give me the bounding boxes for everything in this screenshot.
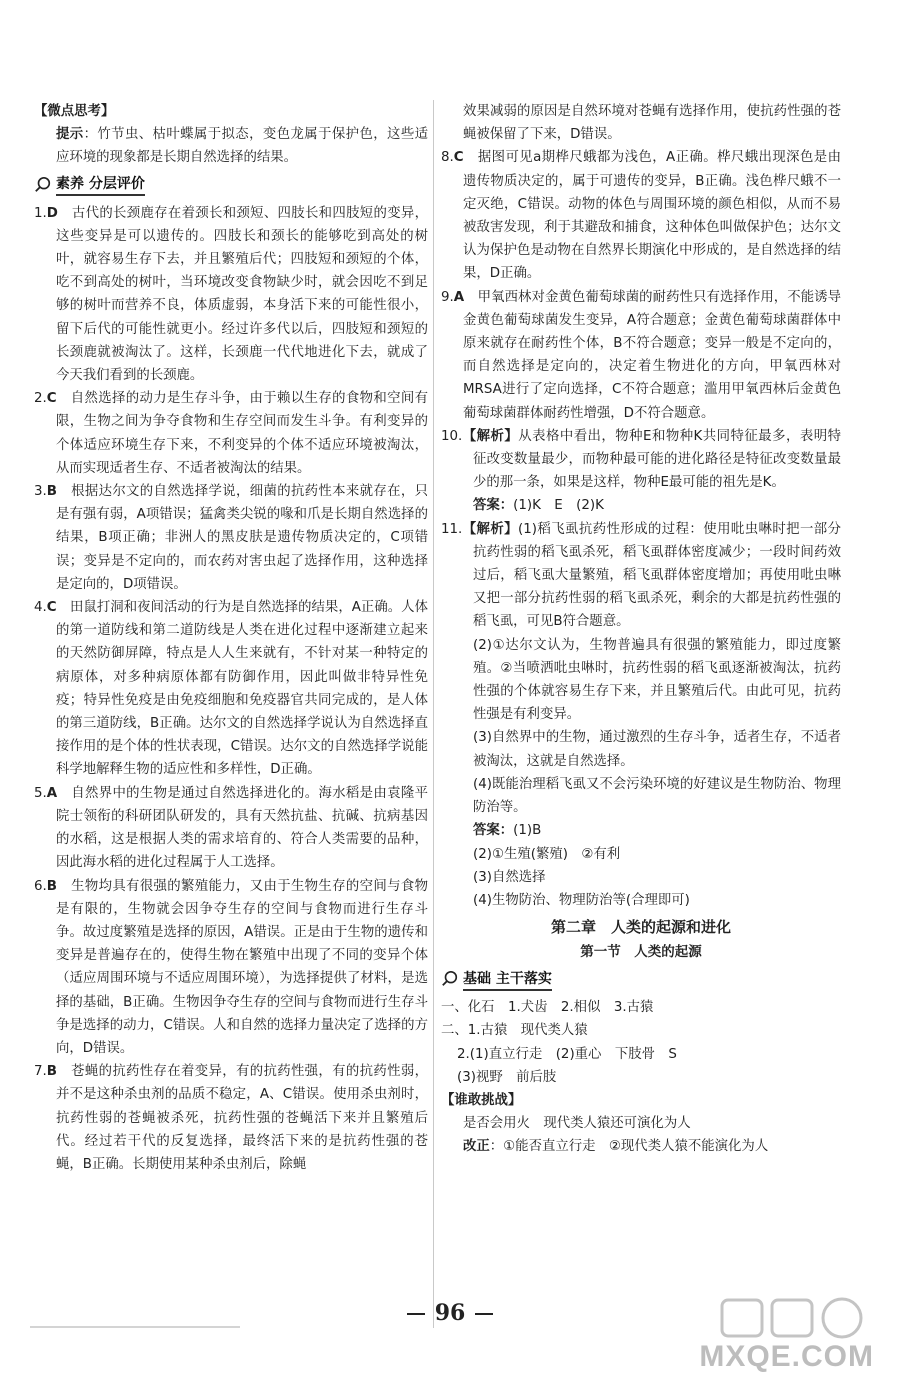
page-fold-line xyxy=(30,1326,240,1328)
answer-item-11-answer-2: (2)①生殖(繁殖) ②有利 xyxy=(473,846,621,862)
tip-label: 提示 xyxy=(56,127,84,143)
item-answer: B xyxy=(46,484,57,500)
section-title: 基础 主干落实 xyxy=(463,968,552,991)
answer-item-9 xyxy=(441,286,841,425)
item-number: 11. xyxy=(441,521,463,537)
item-explanation: 根据达尔文的自然选择学说，细菌的抗药性本来就存在，只是有强有弱，A项错误；猛禽类尖锐的喙和爪是长期自然选择的结果，B项正确；非洲人的黑皮肤是遗传物质决定的，C项错误；变异是不定向的，而农药对害虫起了选择作用，这种选择是定向的，D项错误。 xyxy=(56,484,428,592)
answer-text: (1)K E (2)K xyxy=(513,498,604,514)
analysis-label: 【解析】 xyxy=(462,428,519,444)
answer-item-7 xyxy=(34,1060,428,1176)
item-number: 8. xyxy=(441,150,454,166)
item-explanation: 古代的长颈鹿存在着颈长和颈短、四肢长和四肢短的变异，这些变异是可以遗传的。四肢长和颈长的能够吃到高处的树叶，就容易生存下去，并且繁殖后代；四肢短和颈短的个体，吃不到高处的树叶，当环境改变食物缺少时，就会因吃不到足够的树叶而营养不良，体质虚弱，本身活下来的可能性很小，留下后代的可能性就更小。经过许多代以后，四肢短和颈短的长颈鹿就被淘汰了。这样，长颈鹿一代代地进化下去，就成了今天我们看到的长颈鹿。 xyxy=(56,205,428,384)
answer-item-2 xyxy=(34,387,428,480)
basic-answer-line-2: 二、1.古猿 现代类人猿 xyxy=(441,1023,588,1039)
section-title: 素养 分层评价 xyxy=(56,173,145,196)
watermark-text: MXQE.COM xyxy=(699,1340,874,1373)
answer-item-11-answer xyxy=(441,819,841,842)
item-answer: B xyxy=(46,1064,57,1080)
chapter-title: 第二章 人类的起源和进化 xyxy=(550,918,731,937)
right-column xyxy=(441,100,841,1159)
item-number: 10. xyxy=(441,428,463,444)
item-answer: B xyxy=(46,878,57,894)
item-number: 2. xyxy=(34,391,47,407)
item-explanation: 生物均具有很强的繁殖能力，又由于生物生存的空间与食物是有限的，生物就会因争夺生存的空间与食物而进行生存斗争。故过度繁殖是选择的原因，A错误。正是由于生物的遗传和变异是普遍存在的，使得生物在繁殖中出现了不同的变异个体（适应周围环境与不适应周围环境），为选择提供了材料，是选择的基础，B正确。生物因争夺生存的空间与食物而进行生存斗争是选择的动力，C错误。人和自然的选择力量决定了选择的方向，D错误。 xyxy=(56,878,428,1056)
answer-label: 答案： xyxy=(473,498,514,514)
page-number-dash-right xyxy=(475,1313,493,1315)
item-explanation: 自然界中的生物是通过自然选择进化的。海水稻是由袁隆平院士领衔的科研团队研发的，具有天然抗盐、抗碱、抗病基因的水稻，这是根据人类的需求培育的、符合人类需要的品种，因此海水稻的进化过程属于人工选择。 xyxy=(56,785,428,871)
item-answer: C xyxy=(453,150,464,166)
column-divider xyxy=(433,100,434,1328)
answer-item-10-answer xyxy=(441,494,841,517)
answer-item-5 xyxy=(34,782,428,875)
magnifier-icon xyxy=(34,176,52,194)
item-explanation: 从表格中看出，物种E和物种K共同特征最多，表明特征改变数量最少，而物种最可能的进化路径是特征改变数量最少的那一条，如果是这样，物种E最可能的祖先是K。 xyxy=(473,428,841,491)
item-number: 1. xyxy=(34,205,47,221)
item-answer: A xyxy=(46,785,58,801)
item-number: 5. xyxy=(34,785,47,801)
answer-item-6 xyxy=(34,875,428,1061)
answer-item-3 xyxy=(34,480,428,596)
answer-item-11-answer-3: (3)自然选择 xyxy=(473,869,546,885)
challenge-text: 是否会用火 现代类人猿还可演化为人 xyxy=(463,1116,691,1132)
item-answer: C xyxy=(46,391,57,407)
magnifier-icon xyxy=(441,970,459,988)
basic-answer-line-4: (3)视野 前后肢 xyxy=(457,1069,557,1085)
item-explanation: 苍蝇的抗药性存在着变异，有的抗药性强，有的抗药性弱，并不是这种杀虫剂的品质不稳定，A、C错误。使用杀虫剂时，抗药性弱的苍蝇被杀死，抗药性强的苍蝇活下来并且繁殖后代。经过若干代的反复选择，最终活下来的是抗药性强的苍蝇，B正确。长期使用某种杀虫剂后，除蝇 xyxy=(56,1064,428,1172)
left-column xyxy=(34,100,428,1176)
item-number: 7. xyxy=(34,1064,47,1080)
item-explanation: 田鼠打洞和夜间活动的行为是自然选择的结果，A正确。人体的第一道防线和第二道防线是人类在进化过程中逐渐建立起来的天然防御屏障，特点是人人生来就有，不针对某一种特定的病原体，对多种病原体都有防御作用，因此叫做非特异性免疫；特异性免疫是由免疫细胞和免疫器官共同完成的，是人体的第三道防线，B正确。达尔文的自然选择学说认为自然选择直接作用的是个体的性状表现，C错误。达尔文的自然选择学说能科学地解释生物的适应性和多样性，D正确。 xyxy=(56,600,428,778)
answer-label: 答案： xyxy=(473,823,514,839)
correction-line xyxy=(441,1135,841,1158)
answer-item-1 xyxy=(34,202,428,388)
answer-item-4 xyxy=(34,596,428,782)
answer-item-7-continued: 效果减弱的原因是自然环境对苍蝇有选择作用，使抗药性强的苍蝇被保留了下来，D错误。 xyxy=(463,104,841,143)
item-number: 4. xyxy=(34,600,47,616)
answer-text: (1)B xyxy=(513,823,542,839)
correction-label: 改正 xyxy=(463,1139,490,1155)
watermark-logo xyxy=(720,1296,870,1340)
answer-item-11 xyxy=(441,518,841,634)
item-explanation: 自然选择的动力是生存斗争，由于赖以生存的食物和空间有限，生物之间为争夺食物和生存空间而发生斗争。有利变异的个体适应环境生存下来，不利变异的个体不适应环境被淘汰，从而实现适者生存、不适者被淘汰的结果。 xyxy=(56,391,428,476)
micro-thinking-tip xyxy=(34,123,428,169)
micro-thinking-heading: 【微点思考】 xyxy=(34,104,115,119)
item-explanation: 据图可见a期桦尺蛾都为浅色，A正确。桦尺蛾出现深色是由遗传物质决定的，属于可遗传的变异，B正确。浅色桦尺蛾不一定灭绝，C错误。动物的体色与周围环境的颜色相似，从而不易被敌害发现，利于其避敌和捕食，这种体色叫做保护色；达尔文认为保护色是动物在自然界长期演化中形成的，是自然选择的结果，D正确。 xyxy=(463,150,841,282)
basic-answer-line-1: 一、化石 1.犬齿 2.相似 3.古猿 xyxy=(441,1000,654,1016)
page-number-value: 96 xyxy=(434,1300,466,1326)
answer-item-11-part2: (2)①达尔文认为，生物普遍具有很强的繁殖能力，即过度繁殖。②当喷洒吡虫啉时，抗药性弱的稻飞虱逐渐被淘汰，抗药性强的个体就容易生存下来，并且繁殖后代。由此可见，抗药性强是有利变异。 xyxy=(473,637,841,723)
section-heading-basics xyxy=(441,966,841,992)
answer-item-8 xyxy=(441,146,841,285)
basic-answer-line-3: 2.(1)直立行走 (2)重心 下肢骨 S xyxy=(457,1046,677,1062)
challenge-heading: 【谁敢挑战】 xyxy=(441,1092,522,1108)
correction-text: ：①能否直立行走 ②现代类人猿不能演化为人 xyxy=(489,1139,769,1155)
item-number: 6. xyxy=(34,878,47,894)
item-answer: D xyxy=(46,205,58,221)
answer-item-11-answer-4: (4)生物防治、物理防治等(合理即可) xyxy=(473,892,690,908)
answer-item-11-part3: (3)自然界中的生物，通过激烈的生存斗争，适者生存，不适者被淘汰，这就是自然选择。 xyxy=(473,730,841,769)
answer-item-10 xyxy=(441,425,841,495)
section-heading-evaluation xyxy=(34,172,428,198)
analysis-label: 【解析】 xyxy=(462,521,519,537)
item-answer: A xyxy=(453,289,465,305)
section-subtitle: 第一节 人类的起源 xyxy=(580,944,702,961)
item-explanation: (1)稻飞虱抗药性形成的过程：使用吡虫啉时把一部分抗药性弱的稻飞虱杀死，稻飞虱群体密度减少；一段时间药效过后，稻飞虱大量繁殖，稻飞虱群体密度增加；再使用吡虫啉又把一部分抗药性弱的稻飞虱杀死，剩余的大都是抗药性强的稻飞虱，可见B符合题意。 xyxy=(473,521,842,630)
item-explanation: 甲氧西林对金黄色葡萄球菌的耐药性只有选择作用，不能诱导金黄色葡萄球菌发生变异，A符合题意；金黄色葡萄球菌群体中原来就存在耐药性个体，B不符合题意；变异一般是不定向的，而自然选择是定向的，决定着生物进化的方向，甲氧西林对MRSA进行了定向选择，C不符合题意；滥用甲氧西林后金黄色葡萄球菌群体耐药性增强，D不符合题意。 xyxy=(463,289,841,421)
item-number: 3. xyxy=(34,484,47,500)
item-answer: C xyxy=(46,600,57,616)
page-number-dash-left xyxy=(407,1313,425,1315)
answer-item-11-part4: (4)既能治理稻飞虱又不会污染环境的好建议是生物防治、物理防治等。 xyxy=(473,776,841,816)
tip-text: ：竹节虫、枯叶蝶属于拟态，变色龙属于保护色，这些适应环境的现象都是长期自然选择的结果。 xyxy=(56,127,429,166)
item-number: 9. xyxy=(441,289,454,305)
